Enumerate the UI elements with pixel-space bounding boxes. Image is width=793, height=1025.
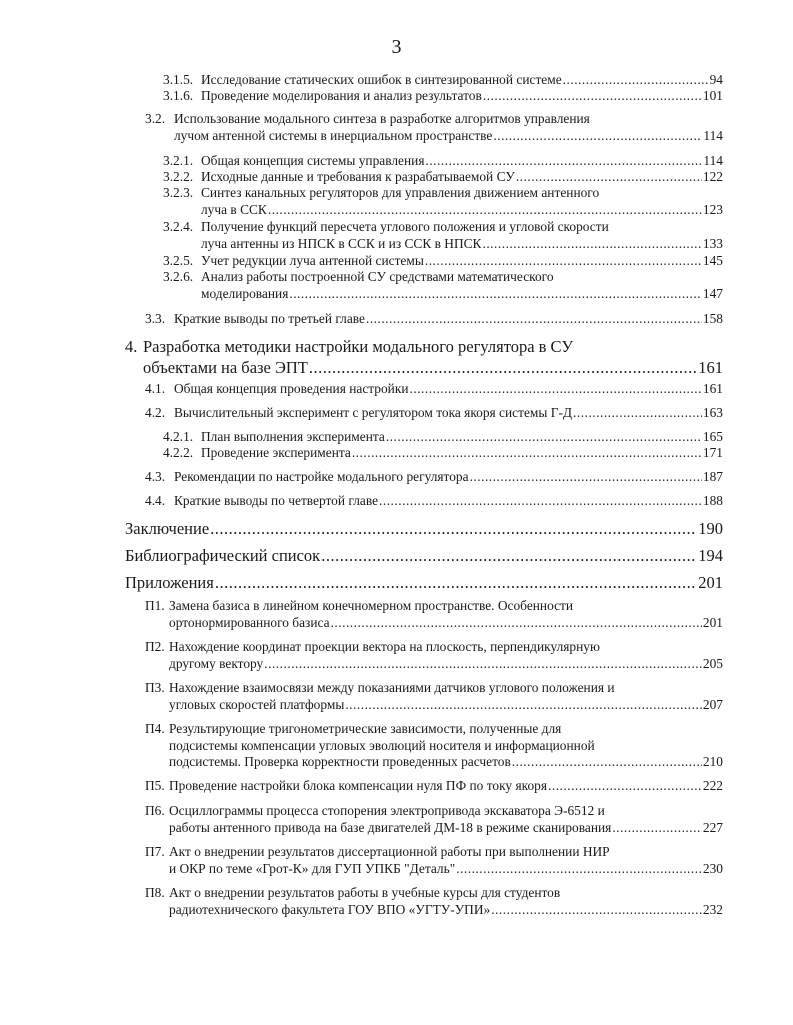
toc-entry-e4[interactable] [125, 336, 723, 378]
toc-page-number: 201 [698, 573, 723, 592]
toc-entry-title-line: ортонормированного базиса [169, 614, 330, 630]
toc-entry-p8[interactable] [145, 885, 723, 918]
dot-leader [425, 253, 702, 270]
toc-entry-number: 4.2. [145, 405, 166, 420]
toc-entry-title-line: Краткие выводы по третьей главе [174, 311, 365, 326]
toc-entry-title-line: Проведение настройки блока компенсации нуля ПФ по току якоря [169, 778, 547, 793]
toc-entry-title-line: другому вектору [169, 655, 264, 671]
toc-entry-p6[interactable] [145, 803, 723, 836]
toc-entry-title-line: объектами на базе ЭПТ [143, 358, 308, 377]
toc-entry-title-line: Проведение моделирования и анализ результатов [201, 88, 482, 103]
toc-entry-title-line: Приложения [125, 573, 214, 592]
dot-leader [491, 902, 702, 919]
toc-entry-title-line: подсистемы компенсации угловых эволюций носителя и информационной [169, 737, 595, 753]
dot-leader [366, 311, 702, 328]
dot-leader [386, 429, 702, 446]
toc-entry-title-line: Получение функций пересчета углового положения и угловой скорости [201, 219, 609, 234]
toc-entry-p3[interactable] [145, 680, 723, 713]
toc-entry-number: 3.1.5. [163, 72, 194, 87]
toc-page-number: 114 [703, 127, 723, 143]
toc-entry-title-line: Общая концепция системы управления [201, 153, 425, 168]
toc-entry-title-line: луча в ССК [201, 201, 267, 217]
toc-entry-title-line: Использование модального синтеза в разработке алгоритмов управления [174, 111, 590, 126]
toc-entry-e421[interactable] [163, 429, 723, 446]
toc-entry-title-line: Общая концепция проведения настройки [174, 381, 409, 396]
dot-leader [264, 656, 702, 673]
toc-entry-title-line: радиотехнического факультета ГОУ ВПО «УГТУ-УПИ» [169, 901, 491, 917]
toc-page-number: 227 [702, 819, 723, 835]
toc-entry-title-line: Синтез канальных регуляторов для управления движением антенного [201, 185, 600, 200]
dot-leader [289, 286, 702, 303]
toc-page-number: 207 [702, 696, 723, 712]
dot-leader [425, 153, 702, 170]
toc-entry-title-line: Разработка методики настройки модального регулятора в СУ [143, 337, 574, 356]
dot-leader [483, 88, 702, 105]
dot-leader [309, 357, 697, 378]
toc-page-number: 205 [702, 655, 723, 671]
toc-entry-title-line: лучом антенной системы в инерциальном пространстве [174, 127, 493, 143]
toc-entry-number: П2. [145, 639, 165, 654]
toc-entry-title-line: моделирования [201, 285, 289, 301]
dot-leader [456, 861, 702, 878]
dot-leader [410, 381, 702, 398]
dot-leader [573, 405, 702, 422]
toc-entry-appendices[interactable] [125, 572, 723, 593]
toc-entry-number: 3.1.6. [163, 88, 194, 103]
toc-entry-number: П8. [145, 885, 165, 900]
toc-page-number: 101 [702, 88, 723, 103]
toc-entry-title-line: Замена базиса в линейном конечномерном пространстве. Особенности [169, 598, 574, 613]
dot-leader [210, 518, 697, 539]
toc-page-number: 145 [702, 253, 723, 268]
toc-entry-number: 3.2. [145, 111, 166, 126]
dot-leader [548, 778, 702, 795]
toc-page-number: 114 [703, 153, 723, 168]
toc-entry-number: П6. [145, 803, 165, 818]
toc-page-number: 122 [702, 169, 723, 184]
page-number: 3 [391, 36, 402, 58]
dot-leader [563, 72, 709, 89]
toc-page-number: 158 [702, 311, 723, 326]
toc-page-number: 222 [702, 778, 723, 793]
toc-page-number: 165 [702, 429, 723, 444]
dot-leader [352, 445, 702, 462]
toc-entry-number: 4.1. [145, 381, 166, 396]
toc-entry-number: П5. [145, 778, 165, 793]
toc-entry-title-line: План выполнения эксперимента [201, 429, 385, 444]
dot-leader [345, 697, 702, 714]
toc-entry-title-line: подсистемы. Проверка корректности проведенных расчетов [169, 754, 511, 769]
toc-page-number: 190 [698, 519, 723, 538]
toc-entry-number: 3.3. [145, 311, 166, 326]
toc-entry-e321[interactable] [163, 153, 723, 170]
toc-entry-e44[interactable] [145, 493, 723, 510]
toc-entry-title-line: луча антенны из НПСК в ССК и из ССК в НПСК [201, 235, 482, 251]
toc-entry-title-line: Библиографический список [125, 546, 321, 565]
toc-entry-title-line: Акт о внедрении результатов диссертационной работы при выполнении НИР [169, 844, 610, 859]
toc-entry-e32[interactable] [145, 111, 723, 144]
toc-entry-title-line: Нахождение координат проекции вектора на плоскость, перпендикулярную [169, 639, 600, 654]
toc-entry-number: 4.2.2. [163, 445, 194, 460]
toc-entry-e33[interactable] [145, 311, 723, 328]
toc-page-number: 123 [702, 201, 723, 217]
toc-entry-title-line: Проведение эксперимента [201, 445, 351, 460]
dot-leader [516, 169, 702, 186]
toc-entry-title-line: и ОКР по теме «Грот-К» для ГУП УПКБ "Деталь" [169, 860, 456, 876]
toc-entry-bibliography[interactable] [125, 545, 723, 566]
toc-page-number: 161 [698, 358, 723, 377]
toc-entry-title-line: Результирующие тригонометрические зависимости, полученные для [169, 721, 562, 736]
dot-leader [512, 754, 702, 771]
toc-page-number: 133 [702, 235, 723, 251]
toc-page-number: 187 [702, 469, 723, 484]
toc-entry-title-line: работы антенного привода на базе двигателей ДМ-18 в режиме сканирования [169, 819, 612, 835]
toc-entry-title-line: Исследование статических ошибок в синтезированной системе [201, 72, 562, 87]
toc-entry-title-line: Учет редукции луча антенной системы [201, 253, 424, 268]
toc-entry-e316[interactable] [163, 88, 723, 105]
dot-leader [493, 128, 702, 145]
toc-entry-title-line: Рекомендации по настройке модального регулятора [174, 469, 469, 484]
toc-page-number: 147 [702, 285, 723, 301]
dot-leader [482, 236, 701, 253]
toc-entry-number: 3.2.4. [163, 219, 194, 234]
toc-entry-title-line: Акт о внедрении результатов работы в учебные курсы для студентов [169, 885, 561, 900]
toc-page-number: 230 [702, 860, 723, 876]
toc-entry-number: 3.2.3. [163, 185, 194, 200]
toc-entry-number: 4.4. [145, 493, 166, 508]
dot-leader [612, 820, 702, 837]
toc-page-number: 171 [702, 445, 723, 460]
toc-entry-number: 4.2.1. [163, 429, 194, 444]
toc-page-number: 210 [702, 754, 723, 769]
dot-leader [268, 202, 702, 219]
toc-entry-p7[interactable] [145, 844, 723, 877]
toc-entry-number: П7. [145, 844, 165, 859]
toc-entry-title-line: Заключение [125, 519, 210, 538]
dot-leader [321, 545, 697, 566]
toc-entry-e41[interactable] [145, 381, 723, 398]
toc-entry-conclusion[interactable] [125, 518, 723, 539]
toc-page-number: 163 [702, 405, 723, 420]
toc-entry-number: П1. [145, 598, 165, 613]
toc-entry-e326[interactable] [163, 269, 723, 302]
toc-entry-e323[interactable] [163, 185, 723, 218]
toc-entry-title-line: Краткие выводы по четвертой главе [174, 493, 379, 508]
dot-leader [331, 615, 702, 632]
toc-entry-title-line: Анализ работы построенной СУ средствами математического [201, 269, 554, 284]
toc-entry-number: 3.2.1. [163, 153, 194, 168]
toc-entry-e315[interactable] [163, 72, 723, 89]
toc-entry-e42[interactable] [145, 405, 723, 422]
toc-entry-title-line: Осциллограммы процесса стопорения электропривода экскаватора Э-6512 и [169, 803, 605, 818]
toc-entry-title-line: угловых скоростей платформы [169, 696, 345, 712]
toc-entry-p2[interactable] [145, 639, 723, 672]
toc-page-number: 161 [702, 381, 723, 396]
toc-entry-e43[interactable] [145, 469, 723, 486]
toc-entry-number: 3.2.2. [163, 169, 194, 184]
toc-entry-number: 3.2.5. [163, 253, 194, 268]
toc-page-number: 188 [702, 493, 723, 508]
dot-leader [470, 469, 702, 486]
toc-page-number: 94 [709, 72, 723, 87]
toc-entry-p1[interactable] [145, 598, 723, 631]
toc-entry-number: 4. [125, 337, 138, 356]
toc-page-number: 201 [702, 614, 723, 630]
dot-leader [379, 493, 702, 510]
toc-entry-number: 3.2.6. [163, 269, 194, 284]
toc-entry-number: П4. [145, 721, 165, 736]
toc-entry-number: 4.3. [145, 469, 166, 484]
toc-entry-title-line: Исходные данные и требования к разрабатываемой СУ [201, 169, 515, 184]
toc-entry-number: П3. [145, 680, 165, 695]
toc-entry-p5[interactable] [145, 778, 723, 795]
toc-entry-p4[interactable] [145, 721, 723, 771]
toc-page-number: 194 [698, 546, 723, 565]
toc-entry-e325[interactable] [163, 253, 723, 270]
toc-entry-title-line: Нахождение взаимосвязи между показаниями датчиков углового положения и [169, 680, 615, 695]
toc-entry-e322[interactable] [163, 169, 723, 186]
dot-leader [215, 572, 697, 593]
toc-entry-e324[interactable] [163, 219, 723, 252]
toc-page-number: 232 [702, 901, 723, 917]
toc-entry-e422[interactable] [163, 445, 723, 462]
toc-entry-title-line: Вычислительный эксперимент с регулятором тока якоря системы Г-Д [174, 405, 573, 420]
